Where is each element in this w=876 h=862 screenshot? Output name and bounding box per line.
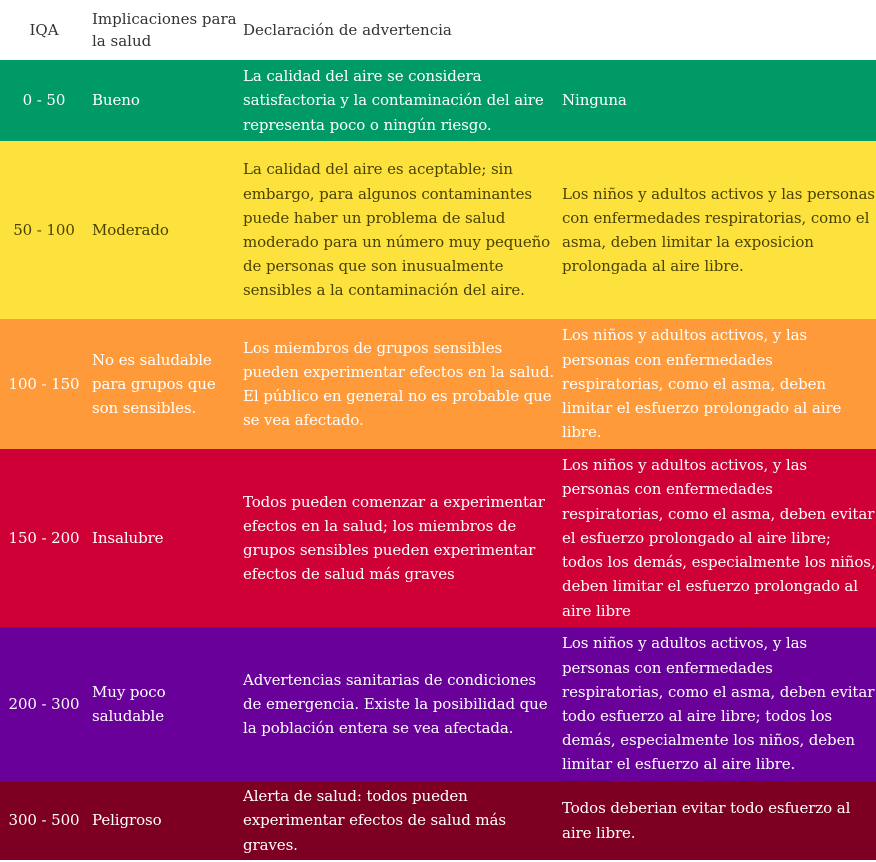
row-description: La calidad del aire es aceptable; sin embargo, para algunos contaminantes puede haber un problema de salud moderado para un número muy pequeño de personas que son inusualmente sensibles a la contaminación del aire. xyxy=(239,141,558,319)
row-warning: Todos deberian evitar todo esfuerzo al aire libre. xyxy=(558,781,876,860)
table-row-good xyxy=(0,60,876,141)
table-row-moderate xyxy=(0,141,876,319)
row-level: No es saludable para grupos que son sensibles. xyxy=(88,319,239,449)
row-level: Insalubre xyxy=(88,449,239,627)
row-warning: Ninguna xyxy=(558,60,876,141)
header-implicaciones: Implicaciones para la salud xyxy=(88,0,239,60)
header-iqa: IQA xyxy=(0,0,88,60)
row-range: 0 - 50 xyxy=(0,60,88,141)
row-warning: Los niños y adultos activos y las personas con enfermedades respiratorias, como el asma, deben limitar la exposicion prolongada al aire libre. xyxy=(558,141,876,319)
row-level: Muy poco saludable xyxy=(88,627,239,781)
row-level: Peligroso xyxy=(88,781,239,860)
row-range: 200 - 300 xyxy=(0,627,88,781)
table-header xyxy=(0,0,876,60)
row-level: Moderado xyxy=(88,141,239,319)
row-range: 150 - 200 xyxy=(0,449,88,627)
table-row-hazardous xyxy=(0,781,876,860)
row-description: La calidad del aire se considera satisfactoria y la contaminación del aire representa poco o ningún riesgo. xyxy=(239,60,558,141)
table-body xyxy=(0,60,876,860)
row-description: Advertencias sanitarias de condiciones de emergencia. Existe la posibilidad que la población entera se vea afectada. xyxy=(239,627,558,781)
table-row-very-unhealthy xyxy=(0,627,876,781)
row-range: 100 - 150 xyxy=(0,319,88,449)
row-description: Todos pueden comenzar a experimentar efectos en la salud; los miembros de grupos sensibles pueden experimentar efectos de salud más graves xyxy=(239,449,558,627)
row-warning: Los niños y adultos activos, y las personas con enfermedades respiratorias, como el asma, deben limitar el esfuerzo prolongado al aire libre. xyxy=(558,319,876,449)
row-range: 50 - 100 xyxy=(0,141,88,319)
row-level: Bueno xyxy=(88,60,239,141)
table-row-unhealthy-sensitive xyxy=(0,319,876,449)
row-warning: Los niños y adultos activos, y las personas con enfermedades respiratorias, como el asma, deben evitar el esfuerzo prolongado al aire libre; todos los demás, especialmente los niños, deben limitar el esfuerzo prolongado al aire libre xyxy=(558,449,876,627)
header-declaracion: Declaración de advertencia xyxy=(239,0,876,60)
row-range: 300 - 500 xyxy=(0,781,88,860)
row-description: Alerta de salud: todos pueden experimentar efectos de salud más graves. xyxy=(239,781,558,860)
row-description: Los miembros de grupos sensibles pueden experimentar efectos en la salud. El público en general no es probable que se vea afectado. xyxy=(239,319,558,449)
row-warning: Los niños y adultos activos, y las personas con enfermedades respiratorias, como el asma, deben evitar todo esfuerzo al aire libre; todos los demás, especialmente los niños, deben limitar el esfuerzo al aire libre. xyxy=(558,627,876,781)
table-row-unhealthy xyxy=(0,449,876,627)
